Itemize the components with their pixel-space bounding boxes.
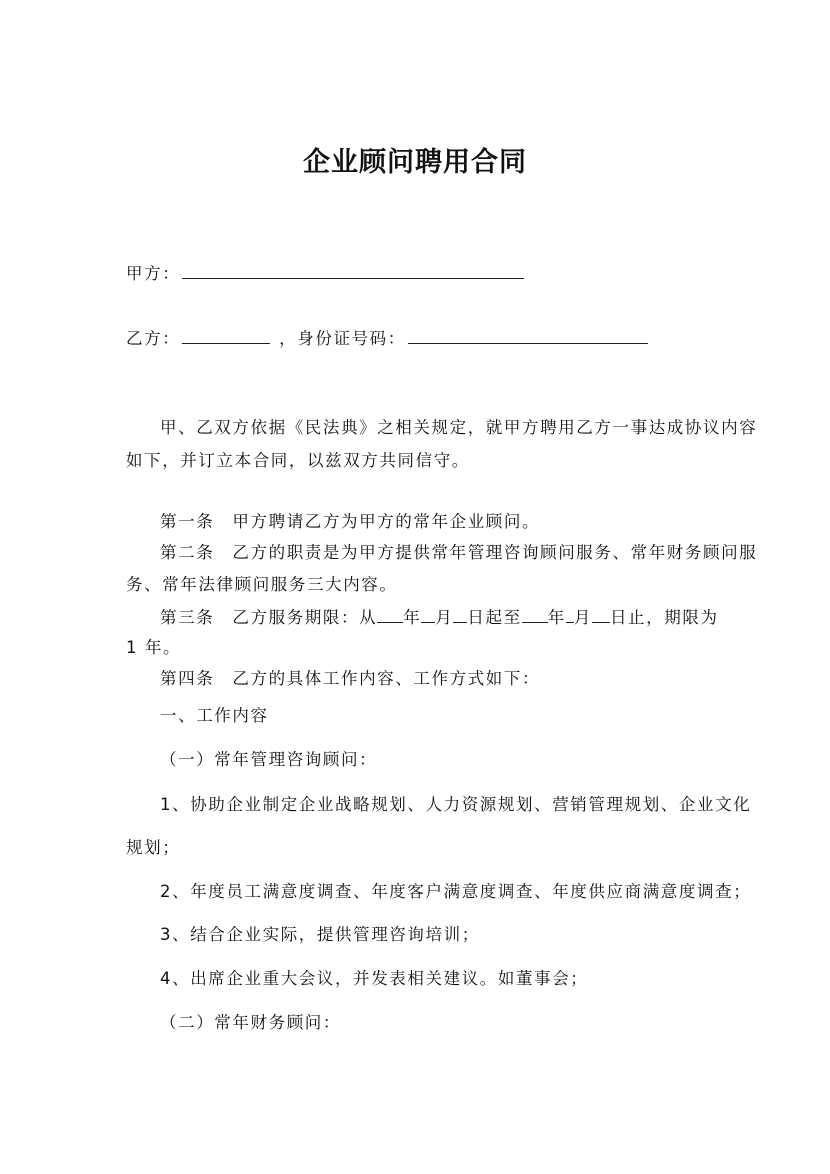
list-item: 3、结合企业实际，提供管理咨询培训； [160, 925, 480, 944]
document-title: 企业顾问聘用合同 [303, 147, 527, 178]
day-label: 日起至 [467, 608, 522, 627]
subsection-1-heading: （一）常年管理咨询顾问： [160, 750, 378, 769]
start-day-blank[interactable] [453, 606, 467, 623]
article-1: 第一条 甲方聘请乙方为甲方的常年企业顾问。 [160, 512, 541, 531]
list-item: 2、年度员工满意度调查、年度客户满意度调查、年度供应商满意度调查； [160, 882, 752, 901]
subsection-2-heading: （二）常年财务顾问： [160, 1013, 341, 1032]
list-item: 规划； [126, 838, 181, 857]
end-day-blank[interactable] [592, 606, 610, 623]
id-blank[interactable] [408, 327, 648, 344]
intro-line-1: 甲、乙双方依据《民法典》之相关规定，就甲方聘用乙方一事达成协议内容 [160, 418, 758, 437]
intro-line-2: 如下，并订立本合同，以兹双方共同信守。 [126, 451, 470, 470]
article-2-line-2: 务、常年法律顾问服务三大内容。 [126, 575, 398, 594]
year-label: 年 [403, 608, 422, 627]
section-1-heading: 一、工作内容 [160, 706, 269, 725]
day-label: 日止，期限为 [609, 608, 719, 627]
id-label: ，身份证号码： [279, 329, 406, 348]
year-label: 年 [547, 608, 566, 627]
article-4: 第四条 乙方的具体工作内容、工作方式如下： [160, 669, 541, 688]
article-2-line-1: 第二条 乙方的职责是为甲方提供常年管理咨询顾问服务、常年财务顾问服 [160, 543, 758, 562]
list-item: 1、协助企业制定企业战略规划、人力资源规划、营销管理规划、企业文化 [160, 795, 752, 814]
party-a-line [126, 262, 526, 285]
list-item: 4、出席企业重大会议，并发表相关建议。如董事会； [160, 969, 589, 988]
end-month-blank[interactable] [566, 606, 574, 623]
end-year-blank[interactable] [522, 606, 548, 623]
party-b-label: 乙方： [126, 329, 181, 348]
start-month-blank[interactable] [421, 606, 435, 623]
party-a-label: 甲方： [126, 264, 181, 283]
month-label: 月 [573, 608, 592, 627]
article-3-line-1 [160, 606, 719, 629]
article-3-line-2: 1 年。 [126, 638, 182, 657]
article-3-prefix: 第三条 乙方服务期限：从 [160, 608, 378, 627]
party-a-blank[interactable] [182, 262, 524, 279]
party-b-line [126, 327, 650, 350]
start-year-blank[interactable] [377, 606, 403, 623]
party-b-blank[interactable] [182, 327, 270, 344]
month-label: 月 [435, 608, 454, 627]
